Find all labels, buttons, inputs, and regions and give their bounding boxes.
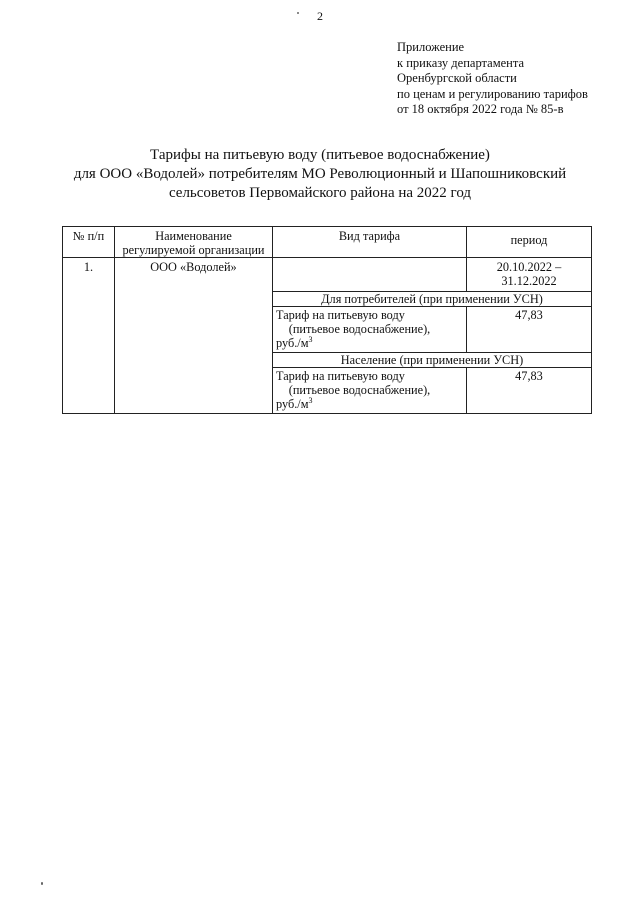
row-period: [467, 258, 592, 292]
row-tariff-type-empty: [273, 258, 467, 292]
header-num: № п/п: [63, 227, 115, 258]
scan-speck: [41, 882, 43, 885]
period-line: 20.10.2022 –: [496, 260, 562, 274]
tariff-description: [273, 307, 467, 353]
tariff-unit: $руб./м^3$: [276, 395, 313, 411]
appendix-block: [397, 40, 588, 118]
row-num: 1.: [63, 258, 115, 414]
page-number: 2: [317, 9, 323, 23]
header-organization: [115, 227, 273, 258]
period-line: 31.12.2022: [501, 274, 557, 288]
tariff-table: [62, 226, 592, 414]
header-period: период: [467, 227, 592, 258]
tariff-value: 47,83: [467, 368, 592, 414]
table-header-row: [63, 227, 592, 258]
header-org-line: Наименование: [155, 229, 232, 243]
tariff-line: (питьевое водоснабжение),: [288, 322, 431, 336]
header-org-line: регулируемой организации: [122, 243, 265, 257]
appendix-line: от 18 октября 2022 года № 85-в: [397, 102, 564, 117]
appendix-line: Оренбургской области: [397, 71, 517, 86]
tariff-value: 47,83: [467, 307, 592, 353]
scan-speck: [297, 12, 299, 14]
title-line: сельсоветов Первомайского района на 2022 год: [168, 185, 472, 201]
tariff-line: Тариф на питьевую воду: [276, 369, 405, 383]
appendix-line: Приложение: [397, 40, 465, 54]
title-line: Тарифы на питьевую воду (питьевое водоснабжение): [150, 147, 490, 163]
tariff-line: Тариф на питьевую воду: [276, 308, 405, 322]
group-label: Население (при применении УСН): [273, 353, 592, 368]
tariff-description: [273, 368, 467, 414]
document-title: [0, 146, 640, 203]
group-label: Для потребителей (при применении УСН): [273, 292, 592, 307]
tariff-unit: $руб./м^3$: [276, 334, 313, 350]
appendix-line: по ценам и регулированию тарифов: [397, 86, 588, 101]
title-line: для ООО «Водолей» потребителям МО Революционный и Шапошниковский: [73, 166, 567, 182]
appendix-line: к приказу департамента: [397, 55, 525, 70]
table-row: [63, 258, 592, 292]
tariff-line: (питьевое водоснабжение),: [288, 383, 431, 397]
row-organization: ООО «Водолей»: [115, 258, 273, 414]
header-tariff-type: Вид тарифа: [273, 227, 467, 258]
